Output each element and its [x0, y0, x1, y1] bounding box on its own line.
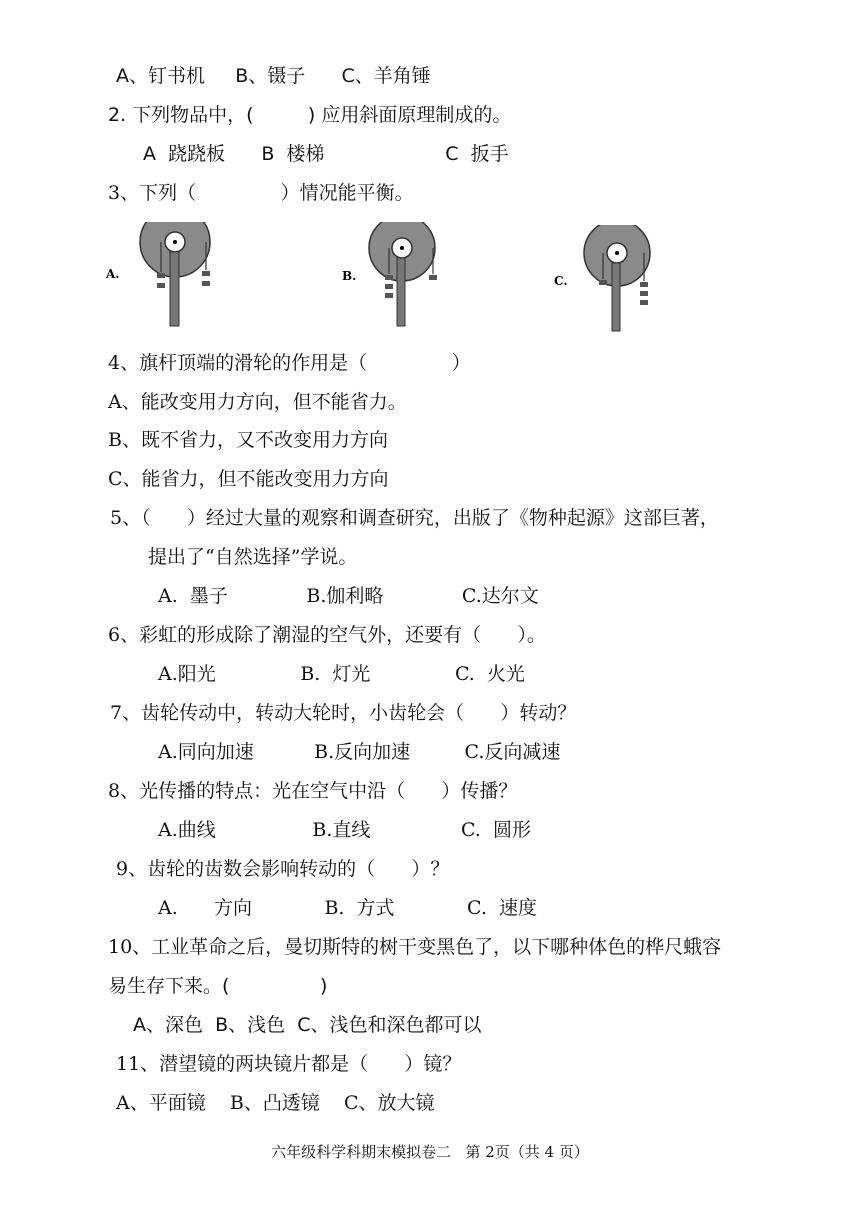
q11-stem: 11、潜望镜的两块镜片都是（ ）镜？: [116, 1053, 462, 1075]
q7-stem: 7、齿轮传动中，转动大轮时，小齿轮会（ ）转动？: [110, 702, 577, 724]
q11-options: A、平面镜 B、凸透镜 C、放大镜: [116, 1092, 435, 1114]
q8-stem: 8、光传播的特点：光在空气中沿（ ）传播？: [108, 780, 518, 802]
q7-options: A.同向加速 B.反向加速 C.反向减速: [158, 741, 561, 763]
q2-stem: 2. 下列物品中，( ) 应用斜面原理制成的。: [108, 104, 512, 126]
q4-stem: 4、旗杆顶端的滑轮的作用是（ ）: [108, 352, 471, 374]
q2-options: A 跷跷板 B 楼梯 C 扳手: [143, 143, 509, 165]
q5-stem-line2: 提出了“自然选择”学说。: [148, 546, 358, 568]
q1-options: A、钉书机 B、镊子 C、羊角锤: [116, 65, 431, 87]
q3-stem: 3、下列（ ）情况能平衡。: [108, 182, 414, 204]
q4-option-c: C、能省力，但不能改变用力方向: [108, 468, 389, 490]
q10-stem-line1: 10、工业革命之后，曼切斯特的树干变黑色了，以下哪种体色的桦尺蛾容: [108, 936, 722, 958]
page-footer: 六年级科学科期末模拟卷二 第 2页（共 4 页）: [271, 1143, 589, 1161]
q10-stem-line2: 易生存下来。( ): [108, 975, 328, 997]
q9-stem: 9、齿轮的齿数会影响转动的（ ）？: [116, 858, 450, 880]
q9-options: A. 方向 B. 方式 C. 速度: [158, 897, 538, 919]
pulley-figure-a: [104, 222, 224, 330]
figure-label-c: C.: [554, 274, 568, 288]
pulley-figure-c: [552, 225, 664, 335]
q6-options: A.阳光 B. 灯光 C. 火光: [158, 663, 525, 685]
pulley-figure-b: [340, 222, 450, 330]
figure-label-a: A.: [106, 267, 120, 281]
q5-options: A. 墨子 B.伽利略 C.达尔文: [158, 585, 539, 607]
q4-option-a: A、能改变用力方向，但不能省力。: [108, 391, 407, 413]
q4-option-b: B、既不省力，又不改变用力方向: [108, 429, 388, 451]
q5-stem-line1: 5、（ ）经过大量的观察和调查研究，出版了《物种起源》这部巨著，: [110, 507, 719, 529]
q6-stem: 6、彩虹的形成除了潮湿的空气外，还要有（ ）。: [108, 624, 546, 646]
q10-options: A、深色 B、浅色 C、浅色和深色都可以: [133, 1014, 482, 1036]
figure-label-b: B.: [342, 269, 357, 283]
q8-options: A.曲线 B.直线 C. 圆形: [158, 819, 531, 841]
